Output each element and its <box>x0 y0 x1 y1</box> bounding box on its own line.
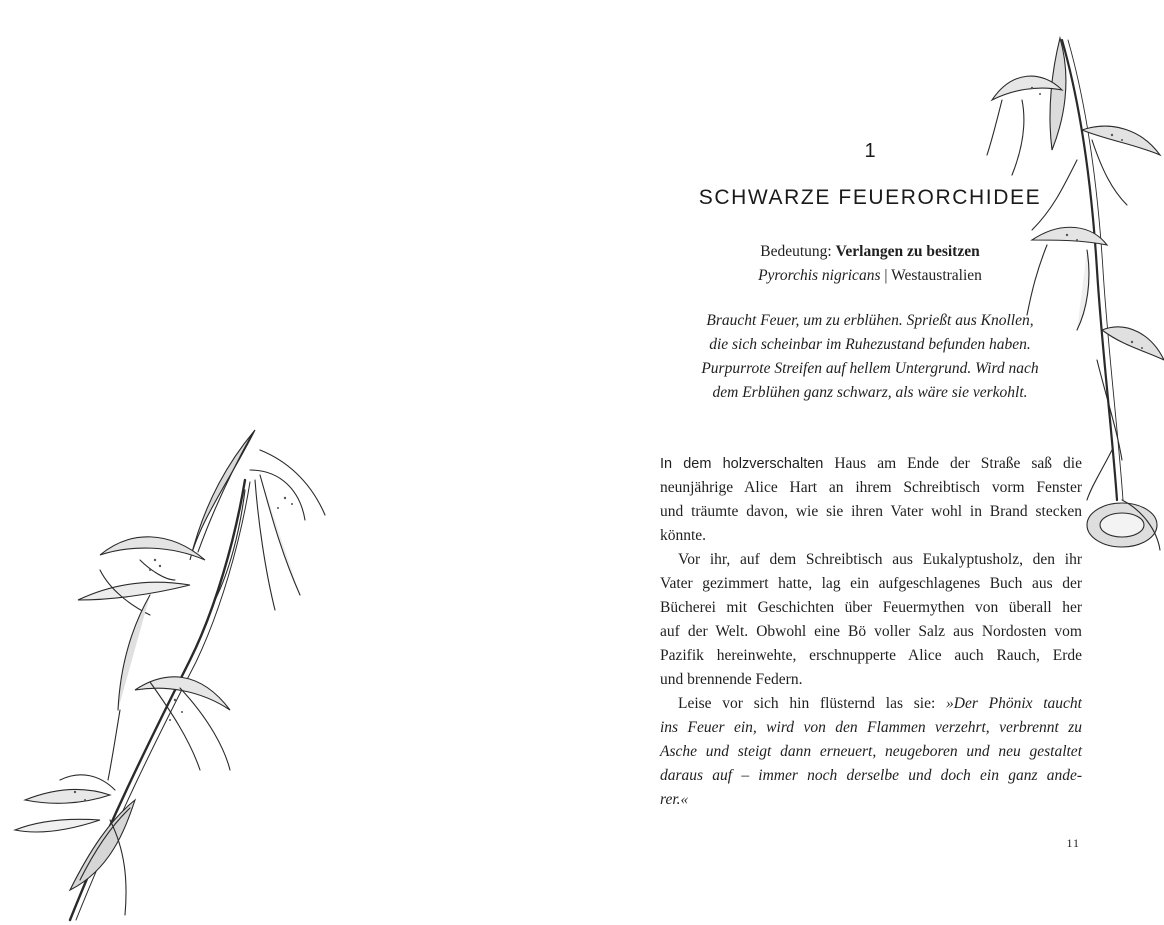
chapter-meta <box>660 240 1080 288</box>
body-line <box>660 692 1082 716</box>
region: Westaustralien <box>891 267 982 284</box>
species-line <box>660 264 1080 288</box>
body-line: Pazifik hereinwehte, erschnupperte Alice auch Rauch, Erde <box>660 647 1082 664</box>
description-line: Purpurrote Streifen auf hellem Untergrund. Wird nach <box>701 360 1039 377</box>
page-number: 11 <box>1066 836 1080 850</box>
body-line: und brennende Federn. <box>660 671 803 688</box>
meaning-label: Bedeutung: <box>760 243 836 260</box>
meaning-value: Verlangen zu besitzen <box>835 243 980 260</box>
flower-description <box>660 309 1080 405</box>
meaning-line <box>660 240 1080 264</box>
lead-in: In dem holzverschalten <box>660 456 824 472</box>
description-line: Braucht Feuer, um zu erblühen. Sprießt aus Knollen, <box>706 312 1034 329</box>
body-line <box>660 452 1082 476</box>
quote-line: rer.« <box>660 791 689 808</box>
orchid-illustration-left <box>0 420 340 925</box>
quote-line: daraus auf – immer noch derselbe und doch ein ganz ande- <box>660 767 1082 784</box>
body-line: könnte. <box>660 527 707 544</box>
quote-line: ins Feuer ein, wird von den Flammen verzehrt, verbrennt zu <box>660 719 1082 736</box>
body-line-text: Leise vor sich hin flüsternd las sie: <box>678 695 947 712</box>
body-line: und träumte davon, wie sie ihren Vater wohl in Brand stecken <box>660 503 1082 520</box>
quote-line: Asche und steigt dann erneuert, neugeboren und neu gestaltet <box>660 743 1082 760</box>
description-line: die sich scheinbar im Ruhezustand befunden haben. <box>709 336 1031 353</box>
body-line: auf der Welt. Obwohl eine Bö voller Salz aus Nordosten vom <box>660 623 1082 640</box>
body-line: Vater gezimmert hatte, lag ein aufgeschlagenes Buch aus der <box>660 575 1082 592</box>
latin-name: Pyrorchis nigricans <box>758 267 881 284</box>
chapter-number: 1 <box>864 140 876 162</box>
body-line-text: Haus am Ende der Straße saß die <box>823 455 1082 472</box>
body-line: Vor ihr, auf dem Schreibtisch aus Eukalyptusholz, den ihr <box>678 551 1082 568</box>
body-text <box>660 452 1082 812</box>
chapter-title: SCHWARZE FEUERORCHIDEE <box>698 186 1042 209</box>
body-line: neunjährige Alice Hart an ihrem Schreibtisch vorm Fenster <box>660 479 1082 496</box>
body-line: Bücherei mit Geschichten über Feuermythen von überall her <box>660 599 1082 616</box>
quote-text: »Der Phönix taucht <box>946 695 1082 712</box>
description-line: dem Erblühen ganz schwarz, als wäre sie verkohlt. <box>712 384 1028 401</box>
separator: | <box>880 267 892 284</box>
